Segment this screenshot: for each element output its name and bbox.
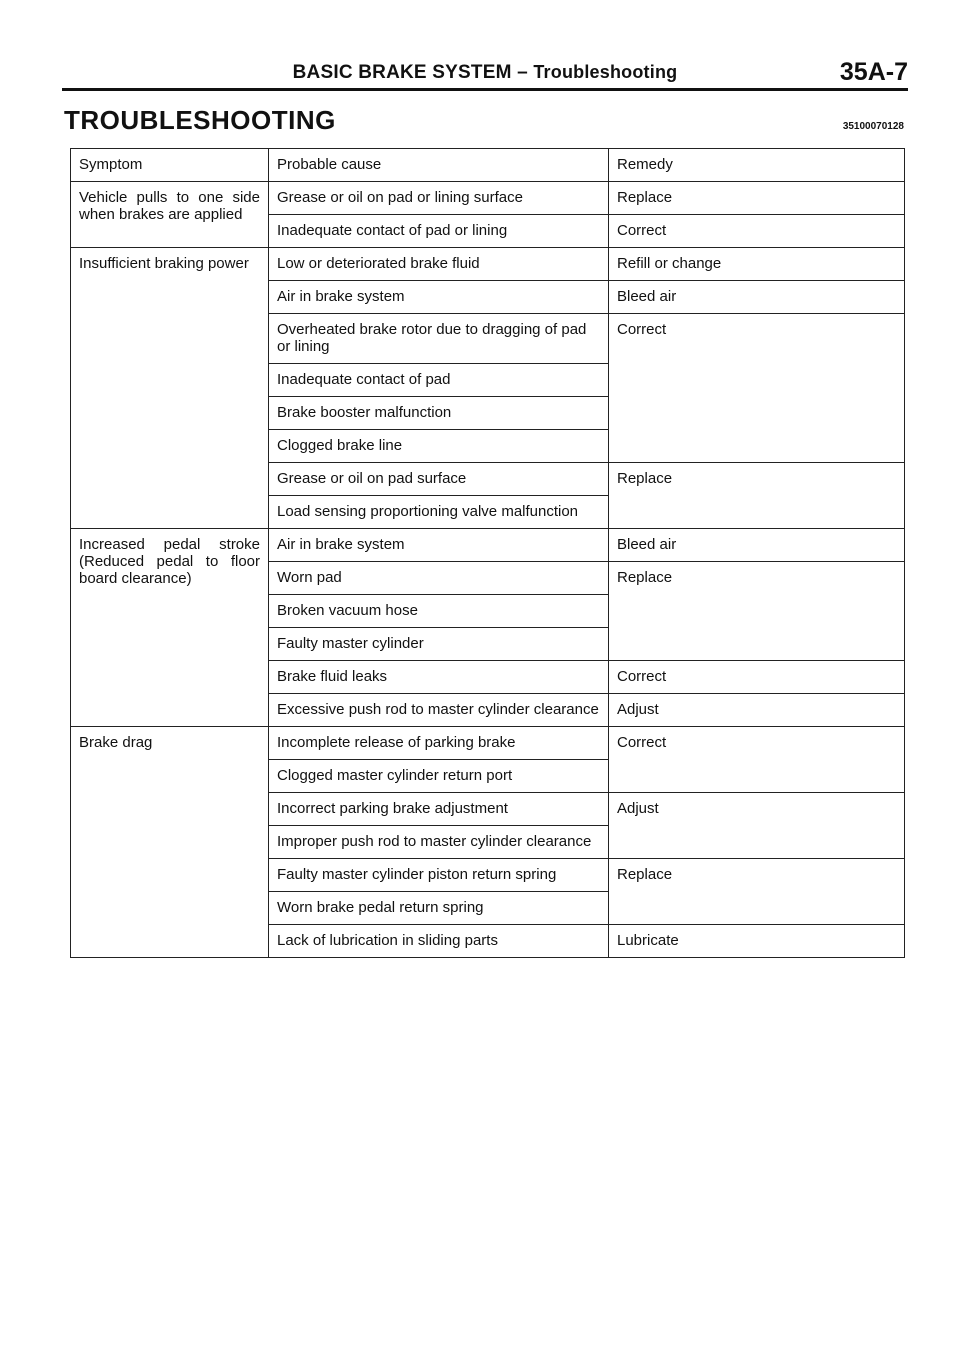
- cause-cell: Improper push rod to master cylinder clearance: [269, 826, 609, 859]
- cause-cell: Air in brake system: [269, 529, 609, 562]
- remedy-cell: Lubricate: [609, 925, 905, 958]
- header-system-title: BASIC BRAKE SYSTEM: [292, 62, 512, 83]
- remedy-cell: Correct: [609, 727, 905, 793]
- symptom-cell: Vehicle pulls to one side when brakes are applied: [71, 182, 269, 248]
- cause-cell: Excessive push rod to master cylinder clearance: [269, 694, 609, 727]
- cause-cell: Incorrect parking brake adjustment: [269, 793, 609, 826]
- cause-cell: Faulty master cylinder: [269, 628, 609, 661]
- remedy-cell: Replace: [609, 182, 905, 215]
- cause-cell: Clogged brake line: [269, 430, 609, 463]
- cause-cell: Incomplete release of parking brake: [269, 727, 609, 760]
- table-row: [71, 727, 905, 760]
- symptom-cell: Increased pedal stroke (Reduced pedal to floor board clearance): [71, 529, 269, 727]
- cause-cell: Broken vacuum hose: [269, 595, 609, 628]
- cause-cell: Air in brake system: [269, 281, 609, 314]
- troubleshooting-table: [70, 148, 905, 958]
- cause-cell: Overheated brake rotor due to dragging of pad or lining: [269, 314, 609, 364]
- table-header-row: [71, 149, 905, 182]
- table-row: [71, 182, 905, 215]
- cause-cell: Inadequate contact of pad: [269, 364, 609, 397]
- symptom-cell: Brake drag: [71, 727, 269, 958]
- cause-cell: Clogged master cylinder return port: [269, 760, 609, 793]
- header-subtitle: Troubleshooting: [533, 62, 678, 82]
- cause-cell: Lack of lubrication in sliding parts: [269, 925, 609, 958]
- column-header-symptom: Symptom: [71, 149, 269, 182]
- document-code: 35100070128: [842, 121, 904, 132]
- table-row: [71, 248, 905, 281]
- cause-cell: Grease or oil on pad surface: [269, 463, 609, 496]
- symptom-cell: Insufficient braking power: [71, 248, 269, 529]
- remedy-cell: Bleed air: [609, 529, 905, 562]
- remedy-cell: Replace: [609, 859, 905, 925]
- page-number: 35A-7: [839, 58, 908, 86]
- cause-cell: Low or deteriorated brake fluid: [269, 248, 609, 281]
- cause-cell: Inadequate contact of pad or lining: [269, 215, 609, 248]
- remedy-cell: Bleed air: [609, 281, 905, 314]
- cause-cell: Worn brake pedal return spring: [269, 892, 609, 925]
- remedy-cell: Correct: [609, 661, 905, 694]
- cause-cell: Faulty master cylinder piston return spring: [269, 859, 609, 892]
- remedy-cell: Replace: [609, 562, 905, 661]
- cause-cell: Brake fluid leaks: [269, 661, 609, 694]
- column-header-cause: Probable cause: [269, 149, 609, 182]
- remedy-cell: Correct: [609, 215, 905, 248]
- cause-cell: Worn pad: [269, 562, 609, 595]
- cause-cell: Brake booster malfunction: [269, 397, 609, 430]
- table-row: [71, 529, 905, 562]
- header-title: [62, 62, 908, 84]
- page-header: [62, 58, 908, 88]
- remedy-cell: Refill or change: [609, 248, 905, 281]
- cause-cell: Load sensing proportioning valve malfunction: [269, 496, 609, 529]
- remedy-cell: Replace: [609, 463, 905, 529]
- remedy-cell: Adjust: [609, 694, 905, 727]
- header-rule: [62, 88, 908, 91]
- cause-cell: Grease or oil on pad or lining surface: [269, 182, 609, 215]
- section-title: TROUBLESHOOTING: [64, 105, 336, 135]
- remedy-cell: Correct: [609, 314, 905, 463]
- column-header-remedy: Remedy: [609, 149, 905, 182]
- remedy-cell: Adjust: [609, 793, 905, 859]
- header-separator: –: [517, 62, 528, 83]
